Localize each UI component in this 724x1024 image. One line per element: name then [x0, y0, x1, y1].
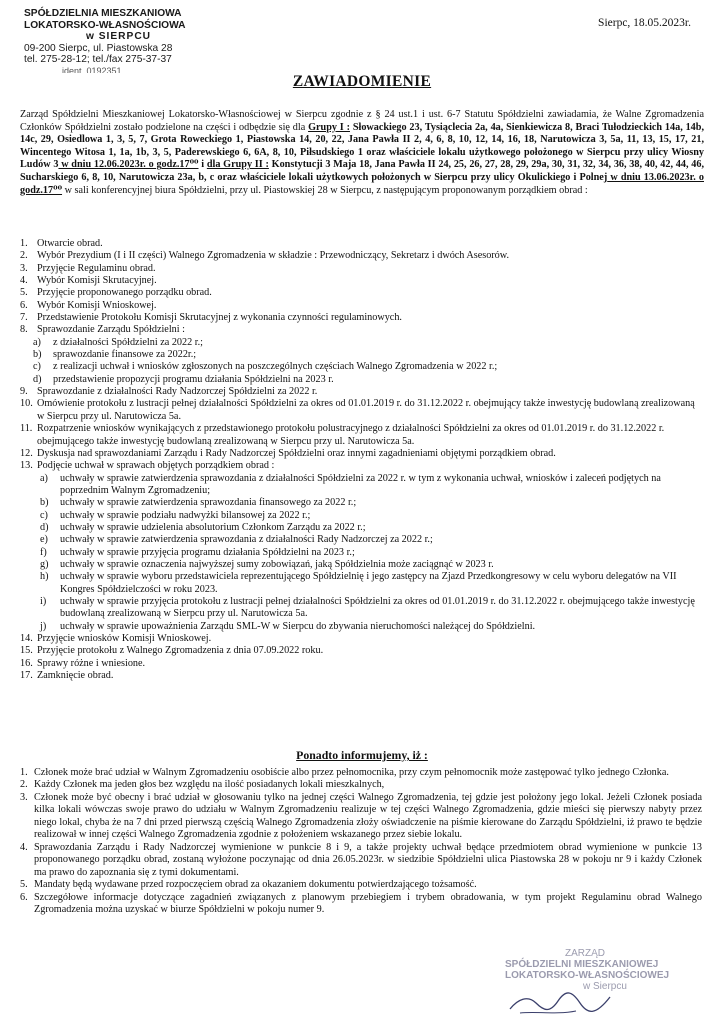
agenda-subitem	[20, 337, 702, 349]
agenda-item	[20, 250, 702, 262]
agenda-item	[20, 670, 702, 682]
agenda-item	[20, 300, 702, 312]
agenda-subitem-letter: f)	[40, 546, 47, 558]
agenda-subitem-text: uchwały w sprawie zatwierdzenia sprawozdania z działalności Spółdzielni za 2022 r. w tym z wykonania uchwał, wniosków i zaleceń podjętych na poprzednim Walnym Zgromadzeniu;	[60, 472, 661, 496]
agenda-number: 5.	[20, 287, 28, 299]
agenda-subitem-letter: c)	[40, 509, 48, 521]
stamp-line-1: SPÓŁDZIELNIA MIESZKANIOWA	[24, 8, 182, 19]
agenda-number: 17.	[20, 670, 33, 682]
agenda-subitem-letter: a)	[33, 336, 41, 348]
stamp-line-5: tel. 275-28-12; tel./fax 275-37-37	[24, 54, 172, 65]
info-text: Szczegółowe informacje dotyczące zagadnień związanych z planowym przebiegiem i trybem obradowania, w tym projekt Regulaminu obrad Walnego Zgromadzenia można uzyskać w biurze Spółdzielni w pokoju numer 9.	[34, 891, 702, 915]
stamp-line-2: LOKATORSKO-WŁASNOŚCIOWA	[24, 19, 186, 31]
agenda-number: 8.	[20, 324, 28, 336]
info-heading: Ponadto informujemy, iż :	[296, 748, 428, 762]
agenda-subitem	[20, 374, 702, 386]
agenda-subitem-letter: b)	[40, 497, 49, 509]
stamp-line-6: ident. 0192351	[62, 65, 122, 73]
group-2-label: dla Grupy II :	[206, 159, 269, 171]
agenda-subitem-text: uchwały w sprawie przyjęcia protokołu z lustracji pełnej działalności Spółdzielni za okres od 01.01.2019 r. do 31.12.2022 r. obejmującego także inwestycję budowlaną zrealizowaną w Sierpcu przy ul. Narutowicza 5a.	[60, 595, 695, 620]
group-2-addresses: Konstytucji 3 Maja 18, Jana Pawła II 24, 25, 26, 27, 28, 29, 29a, 30, 31, 32, 34, 36, 38, 40, 42, 44, 46, Sucharskiego 6, 8, 10, Narutowicza 23a, b, c oraz właściciele lokali użytkowych położonych w Sierpcu przy ulicy Okulickiego i Polnej	[20, 159, 704, 183]
agenda-subitem	[20, 547, 702, 559]
agenda-text: Omówienie protokołu z lustracji pełnej działalności Spółdzielni za okres od 01.01.2019 r. do 31.12.2022 r. obejmujący także inwestycję budowlaną zrealizowaną w Sierpcu przy ul. Narutowicza 5a.	[37, 398, 695, 422]
agenda-subitem-letter: a)	[40, 472, 48, 484]
agenda-number: 15.	[20, 645, 33, 657]
agenda-subitem	[20, 522, 702, 534]
agenda-text: Zamknięcie obrad.	[37, 670, 114, 682]
agenda-subitem-text: uchwały w sprawie udzielenia absolutorium Członkom Zarządu za 2022 r.;	[60, 521, 366, 533]
agenda-subitem-letter: c)	[33, 361, 41, 373]
agenda-text: Sprawozdanie z działalności Rady Nadzorczej Spółdzielni za 2022 r.	[37, 386, 318, 398]
agenda-subitem-text: uchwały w sprawie oznaczenia najwyższej sumy zobowiązań, jaką Spółdzielnia może zaciągnąć w 2023 r.	[60, 558, 494, 570]
info-item	[20, 892, 702, 917]
agenda-subitem	[20, 510, 702, 522]
agenda-text: Rozpatrzenie wniosków wynikających z przedstawionego protokołu polustracyjnego z działalności Spółdzielni za okres od 01.01.2019 r. do 31.12.2022 r. obejmującego także inwestycję budowlaną zrealizowaną w Sierpcu przy ul. Narutowicza 5a.	[37, 423, 665, 447]
agenda-list	[20, 238, 702, 682]
intro-text-end: w sali konferencyjnej biura Spółdzielni, przy ul. Piastowskiej 28 w Sierpcu, z następującym proponowanym porządkiem obrad :	[62, 184, 588, 196]
agenda-subitem-letter: e)	[40, 534, 48, 546]
stamp-line-4: 09-200 Sierpc, ul. Piastowska 28	[24, 42, 173, 54]
agenda-number: 4.	[20, 275, 28, 287]
group-2-date: w dniu 13.06.2023r. o godz.17⁰⁰	[20, 171, 704, 196]
info-item	[20, 842, 702, 879]
info-text: Członek może brać udział w Walnym Zgromadzeniu osobiście albo przez pełnomocnika, przy czym pełnomocnik może zastępować tylko jednego Członka.	[34, 767, 669, 778]
agenda-item	[20, 658, 702, 670]
agenda-number: 11.	[20, 423, 33, 435]
agenda-subitem	[20, 473, 702, 498]
agenda-subitem-text: uchwały w sprawie zatwierdzenia sprawozdania finansowego za 2022 r.;	[60, 497, 357, 509]
info-list	[20, 767, 702, 916]
agenda-subitem-text: sprawozdanie finansowe za 2022r.;	[53, 349, 197, 361]
agenda-subitem-text: przedstawienie propozycji programu działania Spółdzielni na 2023 r.	[53, 373, 334, 385]
agenda-text: Otwarcie obrad.	[37, 238, 103, 249]
agenda-number: 14.	[20, 633, 33, 644]
board-stamp-line-2: SPÓŁDZIELNI MIESZKANIOWEJ	[505, 959, 659, 970]
info-item	[20, 767, 702, 779]
agenda-text: Przedstawienie Protokołu Komisji Skrutacyjnej z wykonania czynności regulaminowych.	[37, 312, 402, 324]
agenda-subitem	[20, 596, 702, 621]
agenda-subitem	[20, 534, 702, 546]
agenda-item	[20, 423, 702, 448]
info-text: Każdy Członek ma jeden głos bez względu na ilość posiadanych lokali mieszkalnych,	[34, 779, 385, 791]
info-number: 6.	[20, 891, 28, 903]
agenda-subitem-letter: d)	[40, 521, 49, 533]
board-stamp-line-4: w Sierpcu	[583, 981, 627, 992]
group-1-addresses: Słowackiego 23, Tysiąclecia 2a, 4a, Sienkiewicza 8, Braci Tułodzieckich 14a, 14b, 14c, 29, Osiedlowa 1, 3, 5, 7, Grota Roweckiego 1, Piastowska 14, 20, 22, Jana Pawła II 2, 4, 6, 8, 10, 12, 14, 16, 18, Narutowicza 3, 5a, 11, 13, 15, 17, 21, Wincentego Witosa 1, 1a, 1b, 3, 5, Paderewskiego 6, 6A, 8, 10, Piłsudskiego 1 oraz właściciele lokalu użytkowego położonego w Sierpcu przy ulicy Wiosny Ludów 3	[20, 121, 704, 171]
board-stamp-line-3: LOKATORSKO-WŁASNOŚCIOWEJ	[505, 970, 670, 981]
info-number: 2.	[20, 779, 28, 791]
agenda-item	[20, 633, 702, 645]
agenda-item	[20, 275, 702, 287]
agenda-number: 1.	[20, 238, 28, 249]
info-item	[20, 879, 702, 891]
agenda-item	[20, 312, 702, 324]
agenda-number: 3.	[20, 262, 28, 274]
board-stamp-line-1: ZARZĄD	[565, 948, 605, 959]
agenda-subitem	[20, 361, 702, 373]
agenda-text: Sprawozdanie Zarządu Spółdzielni :	[37, 324, 185, 336]
agenda-text: Wybór Komisji Skrutacyjnej.	[37, 275, 157, 287]
agenda-item	[20, 398, 702, 423]
agenda-subitem-text: uchwały w sprawie zatwierdzenia sprawozdania z działalności Rady Nadzorczej za 2022 r.;	[60, 534, 433, 546]
info-item	[20, 779, 702, 791]
agenda-subitem	[20, 571, 702, 596]
agenda-number: 7.	[20, 312, 28, 324]
agenda-number: 13.	[20, 460, 33, 472]
agenda-subitem-text: uchwały w sprawie podziału nadwyżki bilansowej za 2022 r.;	[60, 509, 311, 521]
agenda-text: Przyjęcie proponowanego porządku obrad.	[37, 287, 212, 299]
agenda-text: Przyjęcie wniosków Komisji Wnioskowej.	[37, 633, 212, 644]
and-text: i	[198, 159, 207, 171]
agenda-item	[20, 287, 702, 299]
agenda-item	[20, 263, 702, 275]
document-date: Sierpc, 18.05.2023r.	[598, 17, 691, 29]
agenda-subitem-text: uchwały w sprawie upoważnienia Zarządu SML-W w Sierpcu do zbywania nieruchomości należącej do Spółdzielni.	[60, 620, 536, 632]
stamp-line-3: w SIERPCU	[86, 31, 152, 42]
group-1-date: w dniu 12.06.2023r. o godz.17⁰⁰	[58, 159, 199, 171]
agenda-number: 9.	[20, 386, 28, 398]
agenda-text: Wybór Prezydium (I i II części) Walnego Zgromadzenia w składzie : Przewodniczący, Sekretarz i dwóch Asesorów.	[37, 250, 510, 262]
agenda-text: Przyjęcie Regulaminu obrad.	[37, 262, 156, 274]
cooperative-stamp	[24, 8, 234, 73]
agenda-subitem	[20, 349, 702, 361]
signature	[506, 985, 616, 1019]
intro-text: Zarząd Spółdzielni Mieszkaniowej Lokatorsko-Własnościowej w Sierpcu zgodnie z § 24 ust.1 i ust. 6-7 Statutu Spółdzielni zawiadamia, że Walne Zgromadzenia Członków Spółdzielni zostało podzielone na części i odbędzie się dla	[20, 109, 704, 133]
intro-paragraph	[20, 109, 704, 197]
agenda-text: Dyskusja nad sprawozdaniami Zarządu i Rady Nadzorczej Spółdzielni oraz innymi zagadnieniami objętymi porządkiem obrad.	[37, 447, 556, 459]
group-1-label: Grupy I :	[308, 121, 350, 133]
info-text: Członek może być obecny i brać udział w głosowaniu tylko na jednej części Walnego Zgromadzenia, tej gdzie jest położony jego lokal. Jeżeli Członek posiada kilka lokali wówczas swoje prawo do udziału w Walnym Zgromadzeniu realizuje w tej części Walnego Zgromadzenia, gdzie mieści się pierwszy nabyty przez niego lokal, chyba że na 7 dni przed pierwszą częścią Walnego Zgromadzenia złoży oświadczenie na piśmie kierowane do Zarządu Spółdzielni, iż prawo te będzie realizował w innej części Walnego Zgromadzenia zgodnie z położeniem wskazanego przez siebie lokalu.	[34, 791, 702, 841]
agenda-text: Przyjęcie protokołu z Walnego Zgromadzenia z dnia 07.09.2022 roku.	[37, 645, 324, 657]
agenda-number: 10.	[20, 398, 33, 410]
agenda-subitem-letter: d)	[33, 373, 42, 385]
agenda-item	[20, 448, 702, 460]
agenda-text: Sprawy różne i wniesione.	[37, 657, 146, 669]
agenda-subitem	[20, 621, 702, 633]
document-title: ZAWIADOMIENIE	[292, 73, 432, 90]
info-number: 5.	[20, 879, 28, 891]
agenda-subitem-letter: h)	[40, 571, 49, 583]
agenda-item	[20, 645, 702, 657]
agenda-number: 6.	[20, 299, 28, 311]
agenda-subitem	[20, 497, 702, 509]
agenda-item	[20, 324, 702, 336]
agenda-number: 16.	[20, 657, 33, 669]
agenda-item	[20, 460, 702, 472]
agenda-subitem-letter: g)	[40, 558, 49, 570]
agenda-item	[20, 386, 702, 398]
agenda-subitem-letter: b)	[33, 349, 42, 361]
info-item	[20, 792, 702, 842]
agenda-subitem-text: uchwały w sprawie przyjęcia programu działania Spółdzielni na 2023 r.;	[60, 546, 355, 558]
agenda-subitem-letter: j)	[40, 620, 47, 632]
info-text: Mandaty będą wydawane przed rozpoczęciem obrad za okazaniem dokumentu potwierdzającego tożsamość.	[34, 879, 477, 891]
agenda-subitem	[20, 559, 702, 571]
info-number: 3.	[20, 791, 28, 803]
agenda-subitem-text: uchwały w sprawie wyboru przedstawiciela reprezentującego Spółdzielnię i jego zastępcy na Zjazd Przedkongresowy w celu wyboru delegatów na VII Kongres Spółdzielczości w roku 2023.	[60, 571, 677, 595]
info-text: Sprawozdania Zarządu i Rady Nadzorczej wymienione w punkcie 8 i 9, a także projekty uchwał będące przedmiotem obrad wymienione w punkcie 13 proponowanego porządku obrad, zostaną wyłożone poczynając od dnia 26.05.2023r. w siedzibie Spółdzielni ulica Piastowska 28 w pokoju nr 9 i każdy Członek ma prawo do zapoznania się z tymi dokumentami.	[34, 841, 702, 878]
agenda-number: 2.	[20, 250, 28, 262]
agenda-text: Podjęcie uchwał w sprawach objętych porządkiem obrad :	[37, 460, 275, 472]
agenda-subitem-text: z realizacji uchwał i wniosków zgłoszonych na poszczególnych częściach Walnego Zgromadzenia w 2022 r.;	[53, 361, 498, 373]
info-number: 1.	[20, 767, 28, 778]
agenda-number: 12.	[20, 447, 33, 459]
info-number: 4.	[20, 841, 28, 853]
agenda-subitem-letter: i)	[40, 595, 47, 607]
agenda-subitem-text: z działalności Spółdzielni za 2022 r.;	[53, 336, 203, 348]
agenda-item	[20, 238, 702, 250]
agenda-text: Wybór Komisji Wnioskowej.	[37, 299, 157, 311]
